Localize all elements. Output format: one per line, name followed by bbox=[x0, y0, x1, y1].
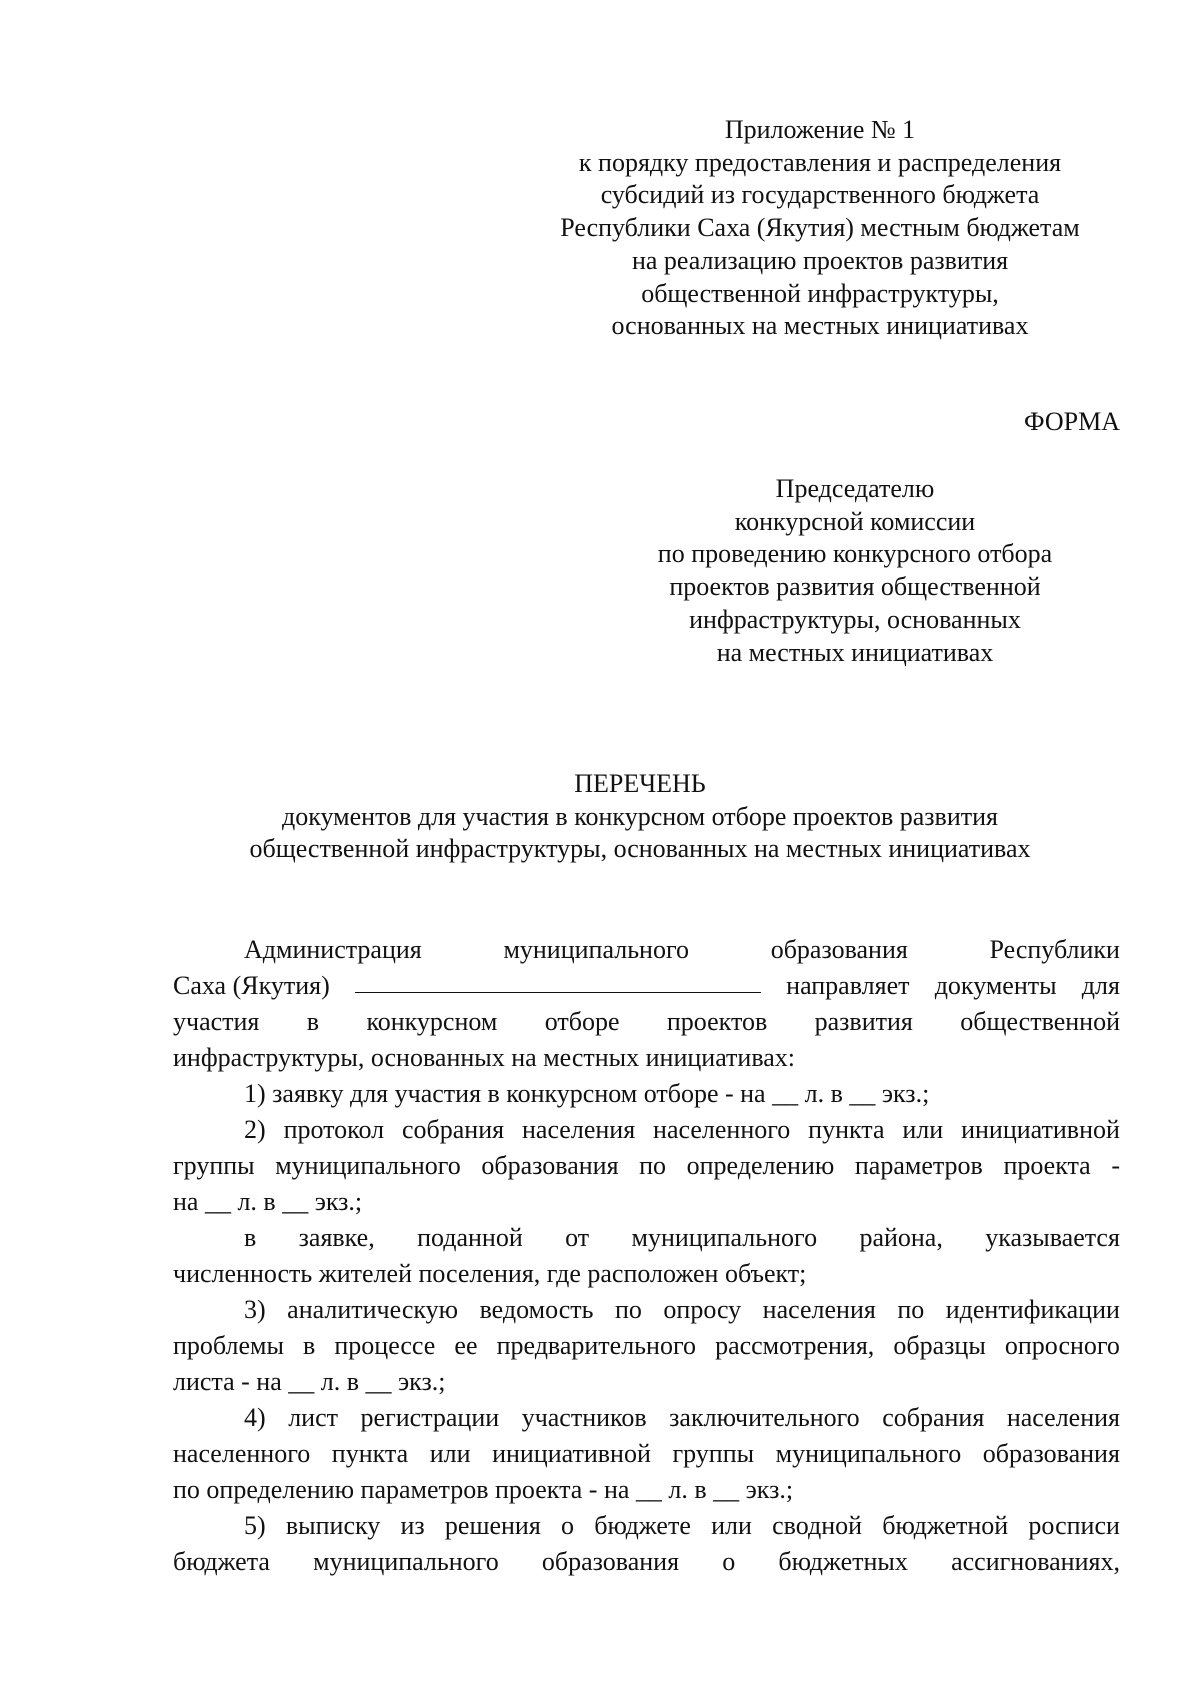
title-line: общественной инфраструктуры, основанных на местных инициативах bbox=[249, 834, 1031, 863]
body-line: группы муниципального образования по определению параметров проекта - bbox=[173, 1151, 1120, 1180]
form-label: ФОРМА bbox=[1024, 407, 1120, 436]
addressee-line: Председателю bbox=[775, 474, 935, 503]
list-item-4: 4) лист регистрации участников заключительного собрания населения bbox=[244, 1403, 1120, 1432]
appendix-line: основанных на местных инициативах bbox=[611, 311, 1029, 341]
body-line: Администрация муниципального образования Республики bbox=[244, 935, 1120, 964]
appendix-line: на реализацию проектов развития bbox=[631, 245, 1009, 275]
list-item-5: 5) выписку из решения о бюджете или сводной бюджетной росписи bbox=[244, 1511, 1120, 1540]
municipality-name-blank[interactable] bbox=[355, 968, 761, 993]
body-line: участия в конкурсном отборе проектов развития общественной bbox=[173, 1007, 1120, 1036]
body-line: численность жителей поселения, где расположен объект; bbox=[173, 1259, 807, 1288]
appendix-line: общественной инфраструктуры, bbox=[641, 278, 999, 308]
list-item-2: 2) протокол собрания населения населенного пункта или инициативной bbox=[244, 1115, 1120, 1144]
addressee-line: конкурсной комиссии bbox=[734, 506, 976, 536]
list-item-3: 3) аналитическую ведомость по опросу населения по идентификации bbox=[244, 1295, 1120, 1324]
appendix-line: субсидий из государственного бюджета bbox=[600, 180, 1040, 210]
addressee-line: на местных инициативах bbox=[716, 637, 994, 667]
body-line: населенного пункта или инициативной группы муниципального образования bbox=[173, 1439, 1120, 1468]
document-body bbox=[173, 932, 1120, 1580]
title-heading: ПЕРЕЧЕНЬ bbox=[574, 769, 706, 798]
body-line: инфраструктуры, основанных на местных инициативах: bbox=[173, 1043, 796, 1072]
appendix-line: к порядку предоставления и распределения bbox=[578, 147, 1062, 177]
body-line: на __ л. в __ экз.; bbox=[173, 1187, 363, 1216]
addressee-line: проектов развития общественной bbox=[669, 572, 1041, 602]
body-line: проблемы в процессе ее предварительного рассмотрения, образцы опросного bbox=[173, 1331, 1120, 1360]
document-title bbox=[140, 768, 1140, 866]
addressee-block bbox=[620, 473, 1090, 669]
body-line: бюджета муниципального образования о бюджетных ассигнованиях, bbox=[173, 1547, 1120, 1576]
addressee-line: инфраструктуры, основанных bbox=[689, 604, 1021, 634]
appendix-header bbox=[520, 114, 1120, 343]
body-line: Саха (Якутия) направляет документы для bbox=[173, 968, 1120, 1004]
body-line: листа - на __ л. в __ экз.; bbox=[173, 1367, 446, 1396]
appendix-line: Республики Саха (Якутия) местным бюджетам bbox=[560, 213, 1080, 243]
appendix-line: Приложение № 1 bbox=[724, 115, 916, 144]
list-item-1: 1) заявку для участия в конкурсном отборе - на __ л. в __ экз.; bbox=[244, 1079, 930, 1108]
title-line: документов для участия в конкурсном отборе проектов развития bbox=[282, 801, 998, 831]
body-line: в заявке, поданной от муниципального района, указывается bbox=[244, 1223, 1120, 1252]
addressee-line: по проведению конкурсного отбора bbox=[657, 539, 1053, 569]
body-line: по определению параметров проекта - на __ л. в __ экз.; bbox=[173, 1475, 794, 1504]
